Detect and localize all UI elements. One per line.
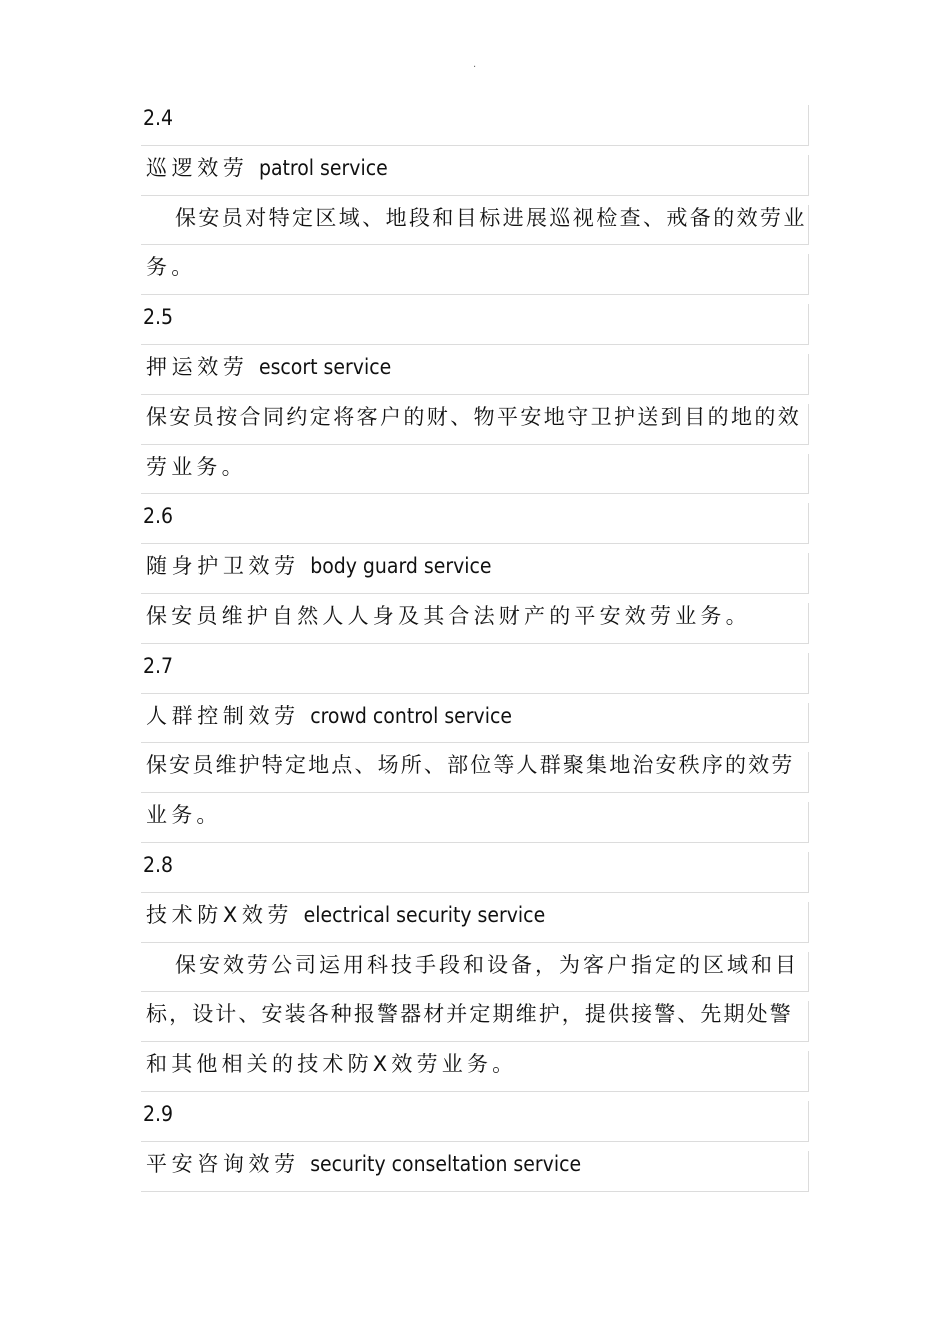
body-line: 保安员对特定区域、地段和目标进展巡视检查、戒备的效劳业: [141, 200, 809, 250]
section-number: 2.8: [141, 847, 809, 897]
body-line: 保安员维护自然人人身及其合法财产的平安效劳业务。: [141, 598, 809, 648]
section-number: 2.5: [141, 299, 809, 349]
heading-chinese: 随身护卫效劳: [146, 554, 300, 579]
page-marker: .: [473, 59, 477, 70]
section-number: 2.7: [141, 648, 809, 698]
section-number: 2.4: [141, 100, 809, 150]
body-line: 和其他相关的技术防X效劳业务。: [141, 1046, 809, 1096]
heading-english: crowd control service: [310, 703, 512, 728]
heading-english: patrol service: [258, 155, 388, 180]
body-line: 标，设计、安装各种报警器材并定期维护，提供接警、先期处警: [141, 996, 809, 1046]
body-line: 业务。: [141, 797, 809, 847]
document-body: [141, 100, 809, 1196]
heading-chinese: 押运效劳: [146, 354, 249, 379]
section-heading: [141, 698, 809, 748]
heading-chinese: 人群控制效劳: [146, 703, 300, 728]
section-heading: [141, 548, 809, 598]
body-line: 务。: [141, 249, 809, 299]
section-number: 2.9: [141, 1096, 809, 1146]
body-line: 劳业务。: [141, 449, 809, 499]
heading-english: body guard service: [310, 554, 492, 579]
heading-english: escort service: [258, 354, 392, 379]
heading-chinese: 技术防X效劳: [146, 902, 294, 927]
section-heading: [141, 1146, 809, 1196]
section-heading: [141, 150, 809, 200]
body-line: 保安员按合同约定将客户的财、物平安地守卫护送到目的地的效: [141, 399, 809, 449]
section-number: 2.6: [141, 498, 809, 548]
body-line: 保安效劳公司运用科技手段和设备，为客户指定的区域和目: [141, 947, 809, 997]
section-heading: [141, 349, 809, 399]
heading-chinese: 平安咨询效劳: [146, 1151, 300, 1176]
body-line: 保安员维护特定地点、场所、部位等人群聚集地治安秩序的效劳: [141, 747, 809, 797]
heading-chinese: 巡逻效劳: [146, 155, 249, 180]
section-heading: [141, 897, 809, 947]
heading-english: electrical security service: [303, 902, 546, 927]
heading-english: security conseltation service: [310, 1151, 582, 1176]
